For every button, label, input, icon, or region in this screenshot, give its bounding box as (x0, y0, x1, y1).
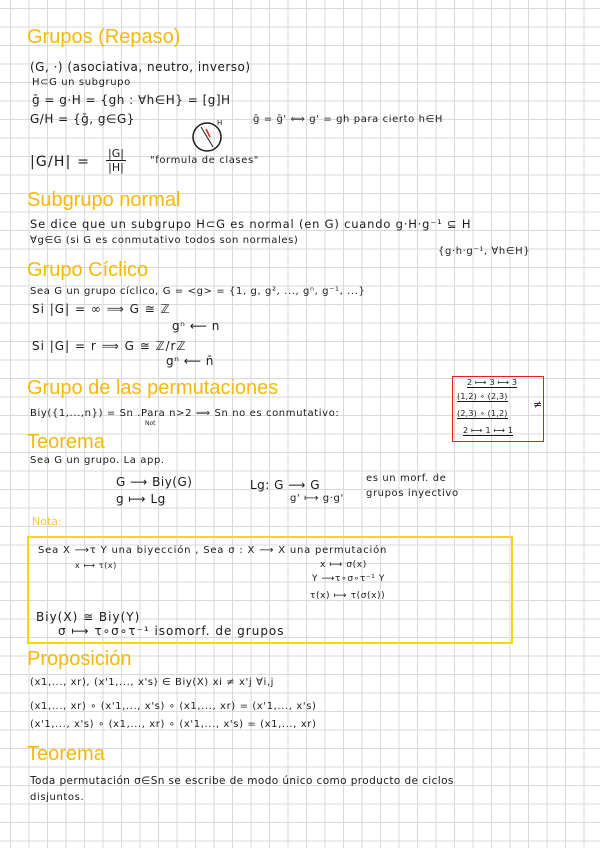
teorema2-line-1: Toda permutación σ∈Sn se escribe de modo único como producto de ciclos (30, 775, 454, 787)
box-not-equal: ≠ (533, 398, 543, 411)
normal-line-1: Se dice que un subgrupo H⊂G es normal (en G) cuando g·H·g⁻¹ ⊆ H (30, 217, 472, 231)
teorema1-desc-2: grupos inyectivo (366, 488, 459, 499)
teorema1-desc-1: es un morf. de (366, 473, 447, 484)
repaso-line-2: H⊂G un subgrupo (32, 77, 131, 88)
nota-line-4: Y ⟶τ∘σ∘τ⁻¹ Y (312, 574, 385, 584)
nota-line-3: x ⟼ σ(x) (320, 560, 367, 570)
box-row-4: 2 ⟼ 1 ⟼ 1 (463, 426, 514, 435)
proposicion-line-2: (x1,..., xr) ∘ (x'1,..., x's) ∘ (x1,..., xr) = (x'1,..., x's) (30, 701, 317, 712)
ciclico-line-5: gⁿ ⟵ n̄ (166, 354, 214, 368)
nota-line-2: x ⟼ τ(x) (75, 561, 117, 570)
repaso-line-3: ḡ = g·H = {gh : ∀h∈H} = [g]H (32, 93, 231, 107)
heading-grupo-ciclico: Grupo Cíclico (27, 259, 149, 281)
nota-label: Nota: (32, 515, 62, 528)
heading-grupos-repaso: Grupos (Repaso) (27, 26, 181, 48)
formula-numerator: |G| (108, 147, 124, 160)
nota-line-1: Sea X ⟶τ Y una biyección , Sea σ : X ⟶ X una permutación (38, 545, 388, 556)
heading-proposicion: Proposición (27, 648, 132, 670)
svg-text:H: H (217, 120, 223, 127)
nota-line-6: Biy(X) ≅ Biy(Y) (36, 610, 141, 624)
heading-teorema-2: Teorema (27, 743, 105, 765)
ciclico-line-4: Si |G| = r ⟹ G ≅ ℤ/rℤ (32, 339, 187, 353)
teorema1-lg-2: g' ⟼ g·g' (290, 493, 344, 504)
formula-name: "formula de clases" (150, 155, 259, 166)
ciclico-line-2: Si |G| = ∞ ⟹ G ≅ ℤ (32, 302, 171, 316)
box-row-3: (2,3) ∘ (1,2) (457, 409, 508, 418)
heading-subgrupo-normal: Subgrupo normal (27, 189, 181, 211)
ciclico-line-3: gⁿ ⟵ n (172, 319, 220, 333)
heading-teorema-1: Teorema (27, 431, 105, 453)
normal-line-3: {g·h·g⁻¹, ∀h∈H} (438, 246, 531, 257)
not-label: Not (145, 420, 156, 427)
heading-grupo-permutaciones: Grupo de las permutaciones (27, 377, 279, 399)
permutaciones-line-1: Biy({1,...,n}) = Sn .Para n>2 ⟹ Sn no es conmutativo: (30, 408, 340, 419)
proposicion-line-3: (x'1,..., x's) ∘ (x1,..., xr) ∘ (x'1,..., x's) = (x1,..., xr) (30, 719, 317, 730)
teorema1-map-1: G ⟶ Biy(G) (116, 475, 193, 489)
teorema2-line-2: disjuntos. (30, 792, 85, 803)
teorema1-lg-1: Lg: G ⟶ G (250, 478, 321, 492)
teorema1-line-1: Sea G un grupo. La app. (30, 455, 165, 466)
teorema1-map-2: g ⟼ Lg (116, 492, 166, 506)
repaso-line-4-right: ḡ = ḡ' ⟺ g' = gh para cierto h∈H (253, 114, 443, 125)
box-row-1: 2 ⟼ 3 ⟼ 3 (467, 378, 518, 387)
proposicion-line-1: (x1,..., xr), (x'1,..., x's) ∈ Biy(X) xi ≠ x'j ∀i,j (30, 677, 275, 688)
formula-denominator: |H| (108, 161, 124, 174)
counterexample-box (452, 376, 544, 442)
nota-line-5: τ(x) ⟼ τ(σ(x)) (310, 591, 386, 601)
ciclico-line-1: Sea G un grupo cíclico, G = <g> = {1, g, g², ..., gⁿ, g⁻¹, ...} (30, 286, 366, 297)
repaso-line-1: (G, ·) (asociativa, neutro, inverso) (30, 60, 251, 74)
repaso-line-4: G/H = {ḡ, g∈G} (30, 112, 135, 126)
coset-diagram-icon (190, 120, 226, 154)
normal-line-2: ∀g∈G (si G es conmutativo todos son normales) (30, 235, 299, 246)
nota-line-7: σ ⟼ τ∘σ∘τ⁻¹ isomorf. de grupos (58, 624, 285, 638)
formula-fraction (106, 147, 126, 174)
box-row-2: (1,2) ∘ (2,3) (457, 392, 508, 401)
formula-left: |G/H| = (30, 154, 91, 170)
